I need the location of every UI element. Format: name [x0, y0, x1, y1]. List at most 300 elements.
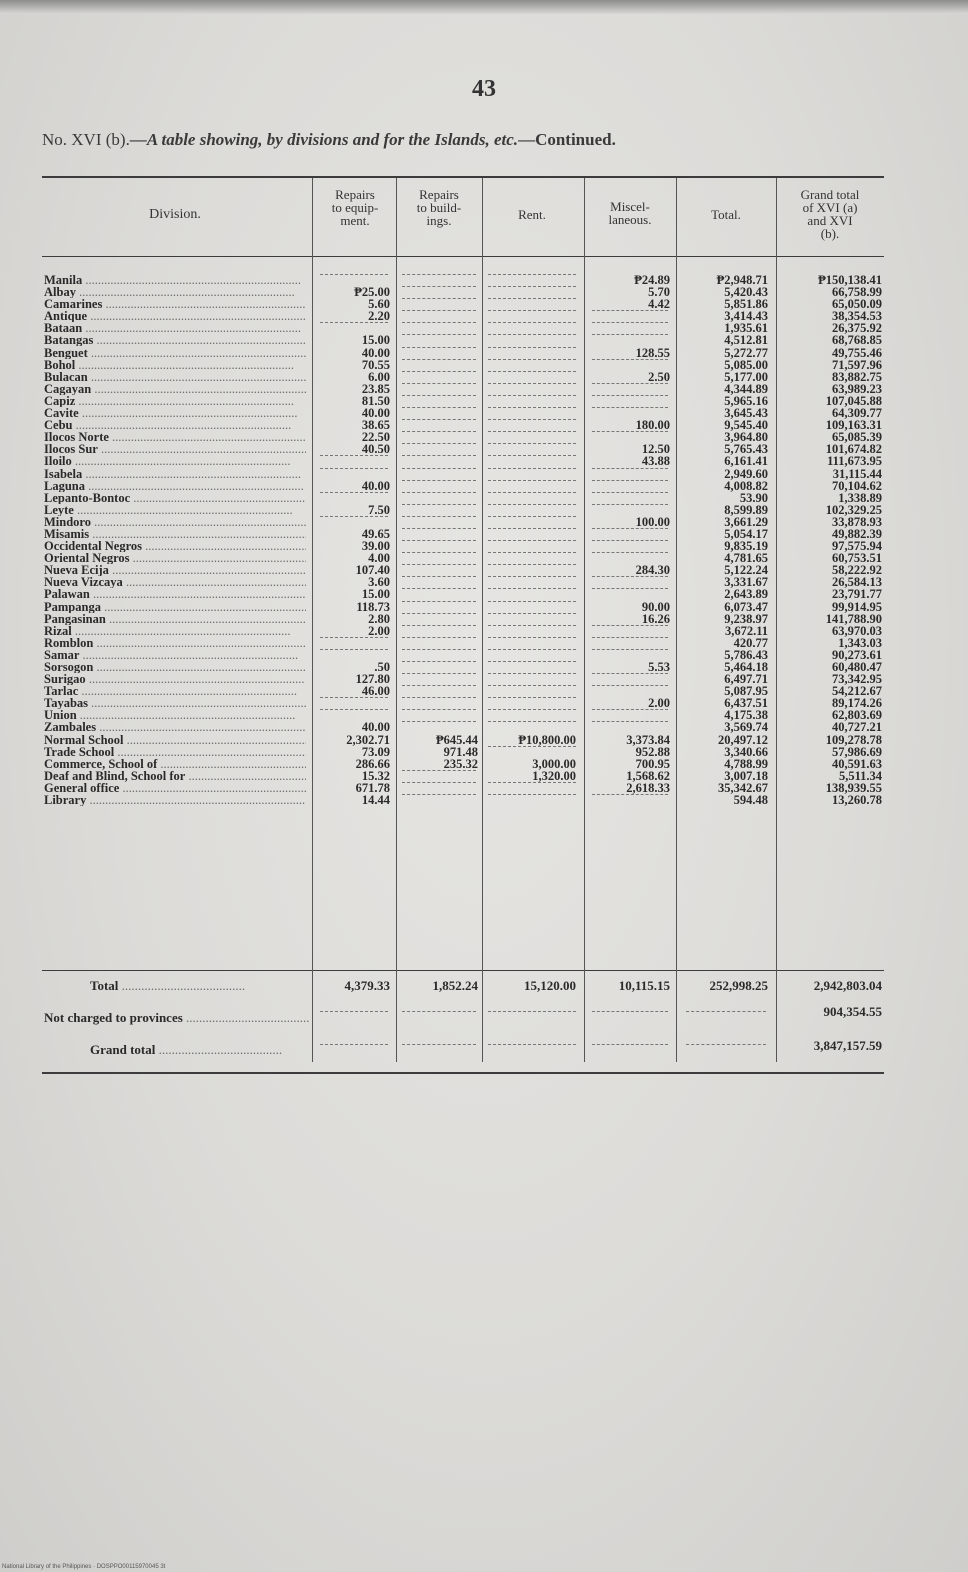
cell-c2: 235.32: [443, 756, 478, 771]
cell-c6: 109,163.31: [825, 418, 882, 433]
header-miscellaneous: [584, 200, 676, 226]
empty-cell-leader: [592, 588, 668, 589]
division-name: Leyte .....: [44, 504, 306, 516]
division-name: Bulacan .....: [44, 371, 306, 383]
total-c1: 4,379.33: [344, 978, 390, 993]
empty-cell-leader: [592, 576, 668, 577]
division-name: Bohol .....: [44, 359, 306, 371]
empty-cell-leader: [402, 504, 476, 505]
cell-c1: 22.50: [361, 430, 390, 445]
division-name: Pangasinan .....: [44, 613, 306, 625]
table-row: [0, 637, 968, 649]
cell-c5: 6,161.41: [724, 454, 768, 469]
cell-c1: ₱25.00: [354, 285, 390, 300]
empty-cell-leader: [320, 1044, 388, 1045]
division-name: Rizal .....: [44, 625, 306, 637]
table-row: [0, 395, 968, 407]
cell-c5: 2,949.60: [724, 466, 768, 481]
empty-cell-leader: [402, 334, 476, 335]
empty-cell-leader: [402, 528, 476, 529]
cell-c5: 8,599.89: [724, 502, 768, 517]
cell-c5: 3,331.67: [724, 575, 768, 590]
empty-cell-leader: [488, 540, 576, 541]
empty-cell-leader: [488, 407, 576, 408]
empty-cell-leader: [488, 552, 576, 553]
cell-c6: 83,882.75: [832, 369, 882, 384]
cell-c6: 141,788.90: [825, 611, 882, 626]
table-row: [0, 431, 968, 443]
cell-c2: ₱645.44: [435, 732, 478, 747]
cell-c5: 5,122.24: [724, 563, 768, 578]
division-name: Sorsogon .....: [44, 661, 306, 673]
cell-c3: 1,320.00: [532, 768, 576, 783]
header-line: ings.: [426, 213, 452, 228]
table-row: [0, 468, 968, 480]
header-division: Division.: [149, 207, 201, 222]
cell-c1: 6.00: [368, 369, 390, 384]
cell-c6: 64,309.77: [832, 406, 882, 421]
cell-c1: 2.20: [368, 309, 390, 324]
cell-c5: 5,087.95: [724, 684, 768, 699]
division-name: Capiz .....: [44, 395, 306, 407]
cell-c6: 33,878.93: [832, 514, 882, 529]
cell-c5: 5,464.18: [724, 660, 768, 674]
cell-c5: 5,272.77: [724, 345, 768, 360]
header-line: ment.: [340, 213, 370, 228]
empty-cell-leader: [402, 395, 476, 396]
cell-c5: 20,497.12: [718, 732, 768, 747]
empty-cell-leader: [488, 516, 576, 517]
header-line: (b).: [820, 226, 840, 241]
division-name: Commerce, School of .....: [44, 758, 306, 770]
cell-c5: 3,645.43: [724, 406, 768, 421]
header-rule: [42, 256, 884, 257]
cell-c4: 1,568.62: [626, 768, 670, 783]
cell-c6: 1,343.03: [838, 635, 882, 650]
division-name: Ilocos Sur .....: [44, 443, 306, 455]
empty-cell-leader: [402, 383, 476, 384]
cell-c4: 4.42: [648, 297, 670, 312]
empty-cell-leader: [402, 576, 476, 577]
division-name: Iloilo .....: [44, 455, 306, 467]
table-row: [0, 334, 968, 346]
empty-cell-leader: [320, 455, 388, 456]
table-row: [0, 588, 968, 600]
table-row: [0, 661, 968, 673]
empty-cell-leader: [488, 334, 576, 335]
division-name: Trade School .....: [44, 746, 306, 758]
table-row: [0, 576, 968, 588]
cell-c5: 35,342.67: [718, 780, 768, 795]
empty-cell-leader: [592, 480, 668, 481]
cell-c1: 3.60: [368, 575, 390, 590]
cell-c6: 5,511.34: [838, 768, 882, 783]
empty-cell-leader: [488, 492, 576, 493]
cell-c1: 40.50: [361, 442, 390, 457]
header-line: Repairs: [335, 187, 375, 202]
table-row: [0, 371, 968, 383]
cell-c5: 420.77: [733, 635, 768, 650]
header-repairs-buildings: [398, 188, 480, 227]
cell-c6: 99,914.95: [832, 599, 882, 614]
empty-cell-leader: [402, 322, 476, 323]
division-name: Misamis .....: [44, 528, 306, 540]
cell-c4: 284.30: [635, 563, 670, 578]
cell-c4: 128.55: [635, 345, 670, 360]
cell-c6: 138,939.55: [825, 780, 882, 795]
cell-c5: 4,008.82: [724, 478, 768, 493]
cell-c6: 1,338.89: [838, 490, 882, 505]
empty-cell-leader: [592, 673, 668, 674]
empty-cell-leader: [488, 347, 576, 348]
cell-c5: 3,340.66: [724, 744, 768, 759]
cell-c5: ₱2,948.71: [716, 273, 768, 287]
division-name: Union .....: [44, 709, 306, 721]
cell-c5: 3,007.18: [724, 768, 768, 783]
table-caption: [42, 130, 892, 150]
empty-cell-leader: [402, 588, 476, 589]
cell-c6: 111,673.95: [827, 454, 882, 469]
cell-c1: 107.40: [355, 563, 390, 578]
table-row: [0, 782, 968, 794]
empty-cell-leader: [488, 443, 576, 444]
table-row: [0, 770, 968, 782]
empty-cell-leader: [488, 1044, 576, 1045]
cell-c1: 40.00: [361, 478, 390, 493]
empty-cell-leader: [592, 322, 668, 323]
empty-cell-leader: [488, 613, 576, 614]
empty-cell-leader: [488, 371, 576, 372]
table-top-rule: [42, 176, 884, 178]
table-row: [0, 697, 968, 709]
empty-cell-leader: [592, 383, 668, 384]
empty-cell-leader: [488, 431, 576, 432]
empty-cell-leader: [320, 468, 388, 469]
cell-c5: 3,414.43: [724, 309, 768, 324]
empty-cell-leader: [592, 625, 668, 626]
empty-cell-leader: [402, 371, 476, 372]
cell-c6: 40,591.63: [832, 756, 882, 771]
cell-c6: 57,986.69: [832, 744, 882, 759]
empty-cell-leader: [402, 540, 476, 541]
empty-cell-leader: [488, 588, 576, 589]
empty-cell-leader: [402, 552, 476, 553]
empty-cell-leader: [402, 1011, 476, 1012]
cell-c6: 60,753.51: [832, 551, 882, 566]
cell-c6: 40,727.21: [832, 720, 882, 735]
cell-c5: 6,073.47: [724, 599, 768, 614]
empty-cell-leader: [592, 721, 668, 722]
division-name: Lepanto-Bontoc .....: [44, 492, 306, 504]
division-name: Bataan .....: [44, 322, 306, 334]
empty-cell-leader: [592, 395, 668, 396]
table-row: [0, 552, 968, 564]
cell-c6: 23,791.77: [832, 587, 882, 602]
empty-cell-leader: [488, 721, 576, 722]
cell-c5: 6,497.71: [724, 672, 768, 687]
empty-cell-leader: [592, 334, 668, 335]
table-row: [0, 794, 968, 806]
table-row: [0, 455, 968, 467]
cell-c5: 9,238.97: [724, 611, 768, 626]
division-name: Mindoro .....: [44, 516, 306, 528]
cell-c4: 2.50: [648, 369, 670, 384]
empty-cell-leader: [320, 1011, 388, 1012]
empty-cell-leader: [592, 1044, 668, 1045]
cell-c4: 3,373.84: [626, 732, 670, 747]
cell-c5: 3,661.29: [724, 514, 768, 529]
empty-cell-leader: [686, 1044, 766, 1045]
cell-c6: 54,212.67: [832, 684, 882, 699]
table-row: [0, 685, 968, 697]
division-name: Palawan .....: [44, 588, 306, 600]
empty-cell-leader: [402, 613, 476, 614]
header-line: Miscel-: [610, 199, 650, 214]
empty-cell-leader: [402, 310, 476, 311]
table-row: [0, 419, 968, 431]
cell-c5: 4,344.89: [724, 381, 768, 396]
empty-cell-leader: [402, 709, 476, 710]
empty-cell-leader: [402, 564, 476, 565]
cell-c4: 2,618.33: [626, 780, 670, 795]
empty-cell-leader: [402, 601, 476, 602]
empty-cell-leader: [488, 310, 576, 311]
cell-c2: 971.48: [443, 744, 478, 759]
cell-c6: 63,970.03: [832, 623, 882, 638]
cell-c1: 671.78: [355, 780, 390, 795]
table-row: [0, 746, 968, 758]
empty-cell-leader: [488, 576, 576, 577]
cell-c5: 5,765.43: [724, 442, 768, 457]
empty-cell-leader: [402, 443, 476, 444]
table-row: [0, 286, 968, 298]
cell-c6: 70,104.62: [832, 478, 882, 493]
cell-c4: 100.00: [635, 514, 670, 529]
division-name: Tarlac .....: [44, 685, 306, 697]
cell-c6: 71,597.96: [832, 357, 882, 372]
empty-cell-leader: [488, 637, 576, 638]
cell-c5: 5,965.16: [724, 393, 768, 408]
cell-c4: 16.26: [641, 611, 670, 626]
empty-cell-leader: [320, 492, 388, 493]
division-name: Romblon .....: [44, 637, 306, 649]
division-name: Batangas .....: [44, 334, 306, 346]
cell-c6: 101,674.82: [825, 442, 882, 457]
empty-cell-leader: [320, 697, 388, 698]
cell-c4: 5.70: [648, 285, 670, 300]
empty-cell-leader: [402, 286, 476, 287]
cell-c1: 39.00: [361, 539, 390, 554]
table-row: [0, 322, 968, 334]
empty-cell-leader: [320, 649, 388, 650]
total-c5: 252,998.25: [709, 978, 768, 993]
empty-cell-leader: [402, 516, 476, 517]
empty-cell-leader: [402, 794, 476, 795]
table-row: [0, 758, 968, 770]
empty-cell-leader: [488, 564, 576, 565]
cell-c5: 594.48: [733, 793, 768, 808]
cell-c5: 3,672.11: [724, 623, 768, 638]
empty-cell-leader: [402, 782, 476, 783]
table-row: [0, 528, 968, 540]
header-total: [678, 208, 774, 221]
table-bottom-rule: [42, 1072, 884, 1074]
header-line: to build-: [416, 200, 462, 215]
division-name: Zambales .....: [44, 721, 306, 733]
empty-cell-leader: [488, 504, 576, 505]
cell-c6: 63,989.23: [832, 381, 882, 396]
cell-c1: 118.73: [356, 599, 390, 614]
cell-c6: 49,882.39: [832, 526, 882, 541]
empty-cell-leader: [592, 685, 668, 686]
division-name: Nueva Vizcaya .....: [44, 576, 306, 588]
cell-c1: 15.32: [361, 768, 390, 783]
empty-cell-leader: [488, 794, 576, 795]
division-name: Albay .....: [44, 286, 306, 298]
cell-c4: 2.00: [648, 696, 670, 711]
header-line: Rent.: [518, 207, 546, 222]
empty-cell-leader: [592, 468, 668, 469]
empty-cell-leader: [592, 552, 668, 553]
scan-edge: [0, 0, 968, 14]
table-row: [0, 347, 968, 359]
table-row: [0, 504, 968, 516]
empty-cell-leader: [402, 661, 476, 662]
empty-cell-leader: [402, 637, 476, 638]
division-name: Oriental Negros .....: [44, 552, 306, 564]
caption-lead: No. XVI (b).: [42, 130, 130, 149]
cell-c1: 46.00: [361, 684, 390, 699]
empty-cell-leader: [402, 492, 476, 493]
empty-cell-leader: [402, 697, 476, 698]
empty-cell-leader: [488, 1011, 576, 1012]
division-name: Antique .....: [44, 310, 306, 322]
header-line: and XVI: [807, 213, 853, 228]
division-name: Pampanga .....: [44, 601, 306, 613]
table-row: [0, 625, 968, 637]
cell-c5: 5,054.17: [724, 526, 768, 541]
total-c2: 1,852.24: [432, 978, 478, 993]
table-row: [0, 649, 968, 661]
table-row: [0, 601, 968, 613]
empty-cell-leader: [402, 770, 476, 771]
header-repairs-equipment: [314, 188, 396, 227]
empty-cell-leader: [488, 419, 576, 420]
cell-c5: 53.90: [739, 490, 768, 505]
grand-total-label: Grand total .....: [90, 1042, 282, 1058]
page-number: 43: [472, 76, 496, 102]
cell-c6: 65,050.09: [832, 297, 882, 312]
empty-cell-leader: [402, 685, 476, 686]
empty-cell-leader: [402, 359, 476, 360]
empty-cell-leader: [592, 407, 668, 408]
cell-c5: 6,437.51: [724, 696, 768, 711]
cell-c6: 49,755.46: [832, 345, 882, 360]
empty-cell-leader: [402, 455, 476, 456]
header-grand-total: [776, 188, 884, 240]
cell-c6: 68,768.85: [832, 333, 882, 348]
empty-cell-leader: [402, 721, 476, 722]
empty-cell-leader: [592, 637, 668, 638]
cell-c5: 5,851.86: [724, 297, 768, 312]
cell-c1: 127.80: [355, 672, 390, 687]
empty-cell-leader: [592, 492, 668, 493]
cell-c5: 4,512.81: [724, 333, 768, 348]
header-line: Grand total: [800, 187, 860, 202]
division-name: Isabela .....: [44, 468, 306, 480]
cell-c6: 65,085.39: [832, 430, 882, 445]
cell-c6: 102,329.25: [825, 502, 882, 517]
division-name: Nueva Ecija .....: [44, 564, 306, 576]
empty-cell-leader: [402, 274, 476, 275]
cell-c5: 3,964.80: [724, 430, 768, 445]
empty-cell-leader: [592, 504, 668, 505]
empty-cell-leader: [320, 709, 388, 710]
table-body: [0, 274, 968, 806]
cell-c3: 3,000.00: [532, 756, 576, 771]
division-name: Ilocos Norte .....: [44, 431, 306, 443]
table-row: [0, 613, 968, 625]
division-name: Surigao .....: [44, 673, 306, 685]
empty-cell-leader: [402, 673, 476, 674]
empty-cell-leader: [488, 697, 576, 698]
empty-cell-leader: [402, 468, 476, 469]
empty-cell-leader: [592, 310, 668, 311]
empty-cell-leader: [320, 637, 388, 638]
empty-cell-leader: [488, 625, 576, 626]
empty-cell-leader: [488, 746, 576, 747]
division-name: Occidental Negros .....: [44, 540, 306, 552]
cell-c6: 73,342.95: [832, 672, 882, 687]
cell-c6: 26,584.13: [832, 575, 882, 590]
cell-c6: ₱150,138.41: [818, 273, 882, 287]
not-charged-label: Not charged to provinces .....: [44, 1010, 310, 1026]
empty-cell-leader: [488, 685, 576, 686]
cell-c1: 38.65: [361, 418, 390, 433]
cell-c6: 90,273.61: [832, 647, 882, 662]
grand-total-c6: 3,847,157.59: [813, 1038, 882, 1053]
empty-cell-leader: [686, 1011, 766, 1012]
cell-c6: 31,115.44: [832, 466, 882, 481]
division-name: Samar .....: [44, 649, 306, 661]
table-row: [0, 709, 968, 721]
cell-c5: 2,643.89: [724, 587, 768, 602]
cell-c1: 2,302.71: [346, 732, 390, 747]
division-name: Benguet .....: [44, 347, 306, 359]
cell-c6: 60,480.47: [832, 660, 882, 674]
table-row: [0, 383, 968, 395]
cell-c6: 58,222.92: [832, 563, 882, 578]
cell-c3: ₱10,800.00: [518, 732, 576, 747]
cell-c1: .50: [374, 660, 390, 674]
empty-cell-leader: [402, 298, 476, 299]
cell-c1: 2.80: [368, 611, 390, 626]
empty-cell-leader: [320, 516, 388, 517]
division-name: Normal School .....: [44, 734, 306, 746]
caption-tail: —Continued.: [518, 130, 616, 149]
empty-cell-leader: [592, 540, 668, 541]
cell-c4: 180.00: [635, 418, 670, 433]
header-line: to equip-: [331, 200, 379, 215]
empty-cell-leader: [488, 709, 576, 710]
table-row: [0, 516, 968, 528]
cell-c5: 4,788.99: [724, 756, 768, 771]
table-row: [0, 274, 968, 286]
cell-c6: 89,174.26: [832, 696, 882, 711]
cell-c5: 1,935.61: [724, 321, 768, 336]
table-row: [0, 359, 968, 371]
empty-cell-leader: [592, 649, 668, 650]
